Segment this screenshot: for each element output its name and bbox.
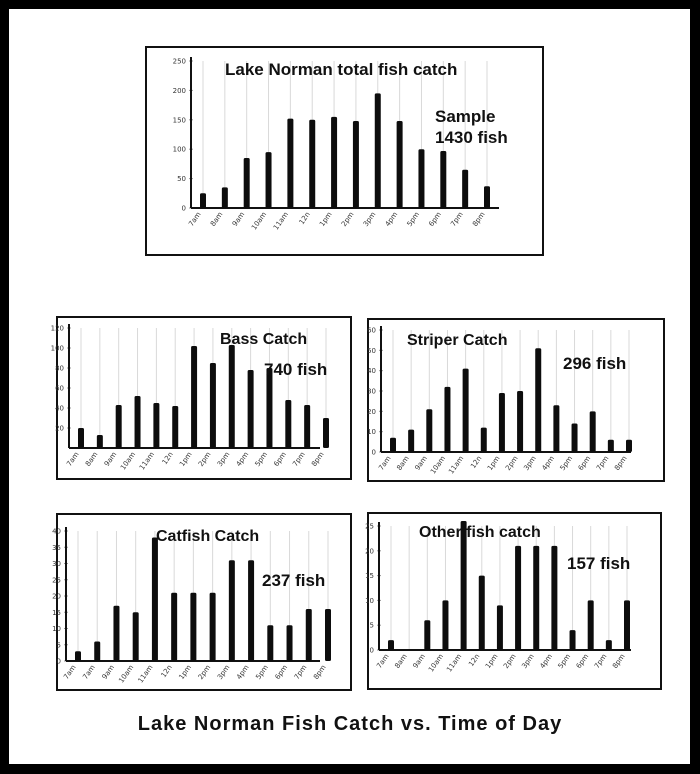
striper-xtick-label: 11am — [447, 454, 466, 476]
catfish-xtick-label: 2pm — [196, 663, 213, 682]
catfish-bar-1 — [94, 642, 100, 662]
catfish-bar-8 — [229, 560, 235, 661]
other-bar-9 — [551, 546, 557, 650]
total-xtick-label: 10am — [250, 210, 269, 232]
other-bar-12 — [606, 640, 612, 650]
catfish-xtick-label: 11am — [136, 663, 155, 685]
catfish-xtick-label: 7am — [81, 663, 97, 681]
other-xtick-label: 6pm — [574, 652, 591, 671]
other-bar-10 — [570, 630, 576, 650]
bass-bar-8 — [229, 345, 235, 448]
catfish-bar-11 — [287, 625, 293, 661]
total-xtick-label: 11am — [271, 210, 291, 232]
catfish-ytick-label: 40 — [52, 527, 61, 536]
bass-xtick-label: 9am — [102, 450, 119, 468]
bass-bar-13 — [323, 418, 329, 448]
striper-xtick-label: 3pm — [522, 454, 538, 473]
striper-bar-8 — [535, 348, 541, 452]
catfish-bar-12 — [306, 609, 312, 661]
total-bar-10 — [418, 149, 424, 208]
total-xtick-label: 1pm — [318, 210, 334, 229]
total-xtick-label: 2pm — [339, 210, 356, 229]
total-xtick-label: 5pm — [405, 210, 422, 229]
total-ytick-label: 150 — [172, 116, 186, 125]
total-xtick-label: 8pm — [471, 210, 487, 229]
bass-xtick-label: 7pm — [291, 450, 307, 469]
catfish-ytick-label: 35 — [52, 543, 61, 552]
striper-bar-10 — [572, 424, 578, 452]
bass-xtick-label: 8am — [84, 450, 100, 468]
other-xtick-label: 2pm — [502, 652, 518, 671]
striper-xtick-label: 7pm — [594, 454, 611, 473]
striper-bar-7 — [517, 391, 523, 452]
other-xtick-label: 7pm — [592, 652, 609, 671]
bass-bar-6 — [191, 346, 197, 448]
catfish-xtick-label: 10am — [117, 663, 136, 685]
striper-bar-12 — [608, 440, 614, 452]
striper-bar-5 — [481, 428, 487, 452]
total-bar-0 — [200, 193, 206, 208]
bass-bar-12 — [304, 405, 310, 448]
other-ytick-label: 15 — [365, 572, 374, 581]
striper-xtick-label: 1pm — [485, 454, 502, 473]
striper-xtick-label: 4pm — [540, 454, 557, 473]
catfish-xtick-label: 12n — [159, 663, 174, 680]
other-ytick-label: 0 — [369, 646, 374, 655]
catfish-ytick-label: 20 — [52, 592, 61, 601]
striper-xtick-label: 8pm — [613, 454, 629, 473]
striper-bar-6 — [499, 393, 505, 452]
catfish-xtick-label: 7pm — [292, 663, 309, 682]
catfish-bar-6 — [190, 593, 196, 661]
other-xtick-label: 3pm — [520, 652, 536, 671]
total-bar-2 — [244, 158, 250, 208]
bass-ytick-label: 120 — [50, 324, 64, 333]
catfish-xtick-label: 4pm — [235, 663, 251, 682]
total-ytick-label: 200 — [172, 86, 186, 95]
bass-bar-4 — [153, 403, 159, 448]
catfish-ytick-label: 30 — [52, 560, 61, 568]
catfish-xtick-label: 7am — [62, 663, 78, 681]
striper-ytick-label: 10 — [367, 428, 376, 437]
other-bar-11 — [588, 600, 594, 650]
other-bar-2 — [424, 620, 430, 650]
other-xtick-label: 8pm — [611, 652, 627, 671]
bass-bar-5 — [172, 406, 178, 448]
other-bar-0 — [388, 640, 394, 650]
catfish-ytick-label: 5 — [56, 641, 61, 650]
figure-title: Lake Norman Fish Catch vs. Time of Day — [137, 713, 563, 735]
total-ytick-label: 100 — [172, 145, 186, 154]
total-bar-7 — [353, 121, 359, 208]
bass-bar-7 — [210, 363, 216, 448]
catfish-bar-2 — [113, 606, 119, 661]
bass-xtick-label: 4pm — [234, 450, 251, 469]
bass-bar-1 — [97, 435, 103, 448]
other-fish-catch-annotation: 157 fish — [567, 554, 631, 573]
bass-xtick-label: 5pm — [253, 450, 270, 469]
other-ytick-label: 10 — [365, 596, 374, 605]
striper-ytick-label: 40 — [367, 367, 376, 376]
total-xtick-label: 7pm — [449, 210, 465, 229]
catfish-catch-annotation: 237 fish — [262, 571, 326, 590]
catfish-bar-7 — [210, 593, 216, 661]
striper-bar-3 — [444, 387, 450, 452]
striper-xtick-label: 9am — [413, 454, 429, 472]
bass-xtick-label: 2pm — [196, 450, 213, 469]
catfish-xtick-label: 3pm — [215, 663, 232, 682]
striper-catch-annotation: 296 fish — [563, 354, 627, 373]
total-catch-panel — [145, 46, 544, 256]
other-bar-8 — [533, 546, 539, 650]
striper-catch-panel — [367, 318, 665, 482]
total-catch-annotation-line2: 1430 fish — [435, 128, 508, 148]
striper-xtick-label: 8am — [395, 454, 411, 472]
catfish-bar-10 — [267, 625, 273, 661]
other-xtick-label: 11am — [445, 652, 464, 674]
other-bar-3 — [442, 600, 448, 650]
other-fish-catch-panel — [367, 512, 662, 690]
bass-xtick-label: 1pm — [178, 450, 194, 469]
other-fish-catch-title: Other fish catch — [419, 524, 541, 541]
striper-bar-9 — [553, 405, 559, 452]
striper-xtick-label: 7am — [377, 454, 393, 472]
catfish-xtick-label: 1pm — [177, 663, 194, 682]
striper-bar-0 — [390, 438, 396, 452]
total-bar-6 — [331, 117, 337, 208]
striper-xtick-label: 5pm — [558, 454, 575, 473]
catfish-bar-13 — [325, 609, 331, 661]
bass-xtick-label: 7am — [65, 450, 81, 468]
striper-bar-13 — [626, 440, 632, 452]
other-xtick-label: 4pm — [538, 652, 555, 671]
catfish-catch-panel — [52, 513, 352, 691]
total-xtick-label: 12n — [297, 210, 312, 227]
striper-bar-4 — [463, 369, 469, 452]
catfish-ytick-label: 25 — [52, 576, 61, 585]
striper-ytick-label: 30 — [367, 387, 376, 396]
other-ytick-label: 25 — [365, 522, 374, 531]
total-ytick-label: 0 — [181, 204, 186, 213]
total-bar-9 — [397, 121, 403, 208]
striper-xtick-label: 10am — [429, 454, 448, 476]
catfish-catch-title: Catfish Catch — [156, 528, 260, 545]
other-xtick-label: 8am — [393, 652, 409, 670]
bass-bar-11 — [285, 400, 291, 448]
bass-ytick-label: 20 — [55, 424, 64, 433]
bass-bar-0 — [78, 428, 84, 448]
total-bar-5 — [309, 120, 315, 208]
bass-bar-3 — [135, 396, 141, 448]
other-xtick-label: 7am — [375, 652, 391, 670]
catfish-bar-3 — [133, 612, 139, 661]
total-bar-4 — [287, 119, 293, 208]
other-xtick-label: 1pm — [483, 652, 500, 671]
bass-bar-9 — [248, 370, 254, 448]
striper-bar-11 — [590, 411, 596, 452]
bass-catch-panel — [50, 316, 352, 480]
total-ytick-label: 50 — [177, 175, 186, 184]
striper-bar-1 — [408, 430, 414, 452]
total-bar-12 — [462, 170, 468, 208]
total-bar-13 — [484, 186, 490, 208]
total-bar-8 — [375, 93, 381, 208]
bass-ytick-label: 40 — [55, 404, 64, 413]
total-xtick-label: 7am — [187, 210, 203, 228]
total-xtick-label: 4pm — [383, 210, 400, 229]
bass-xtick-label: 10am — [119, 450, 138, 472]
striper-xtick-label: 6pm — [576, 454, 593, 473]
total-xtick-label: 9am — [230, 210, 247, 228]
total-catch-title: Lake Norman total fish catch — [225, 60, 458, 79]
other-bar-5 — [479, 576, 485, 650]
catfish-xtick-label: 8pm — [312, 663, 328, 682]
striper-ytick-label: 0 — [371, 448, 376, 457]
other-xtick-label: 9am — [411, 652, 427, 670]
other-bar-6 — [497, 605, 503, 650]
catfish-bar-5 — [171, 593, 177, 661]
total-xtick-label: 6pm — [427, 210, 443, 229]
other-xtick-label: 5pm — [556, 652, 573, 671]
bass-xtick-label: 3pm — [215, 450, 232, 469]
other-bar-13 — [624, 600, 630, 650]
other-bar-7 — [515, 546, 521, 650]
bass-ytick-label: 60 — [55, 384, 64, 393]
bass-catch-title: Bass Catch — [220, 331, 308, 348]
striper-ytick-label: 60 — [367, 326, 376, 335]
catfish-ytick-label: 10 — [52, 625, 61, 633]
other-xtick-label: 10am — [427, 652, 446, 674]
bass-ytick-label: 80 — [55, 364, 64, 373]
striper-xtick-label: 2pm — [504, 454, 520, 473]
striper-bar-2 — [426, 409, 432, 452]
catfish-bar-0 — [75, 651, 81, 661]
other-ytick-label: 20 — [365, 547, 374, 556]
catfish-xtick-label: 9am — [100, 663, 117, 681]
total-xtick-label: 3pm — [361, 210, 378, 229]
total-bar-11 — [440, 151, 446, 208]
bass-catch-chart — [50, 318, 354, 482]
catfish-xtick-label: 5pm — [254, 663, 270, 682]
bass-bar-2 — [116, 405, 122, 448]
bass-xtick-label: 11am — [137, 450, 157, 472]
total-bar-3 — [266, 152, 272, 208]
catfish-bar-4 — [152, 538, 158, 662]
total-catch-annotation — [435, 106, 508, 149]
total-bar-1 — [222, 187, 228, 208]
other-xtick-label: 12n — [467, 652, 482, 669]
bass-xtick-label: 12n — [160, 450, 175, 467]
other-ytick-label: 5 — [369, 621, 374, 630]
striper-catch-title: Striper Catch — [407, 332, 508, 349]
catfish-xtick-label: 6pm — [273, 663, 290, 682]
total-xtick-label: 8am — [209, 210, 225, 228]
bass-ytick-label: 100 — [50, 344, 64, 353]
total-ytick-label: 250 — [172, 57, 186, 66]
striper-ytick-label: 20 — [367, 407, 376, 416]
bass-catch-annotation: 740 fish — [264, 360, 328, 379]
total-catch-annotation-line1: Sample — [435, 107, 496, 126]
catfish-bar-9 — [248, 560, 254, 661]
bass-xtick-label: 6pm — [272, 450, 288, 469]
catfish-ytick-label: 0 — [56, 657, 61, 666]
bass-xtick-label: 8pm — [310, 450, 326, 469]
striper-ytick-label: 50 — [367, 346, 376, 355]
striper-xtick-label: 12n — [469, 454, 484, 471]
catfish-ytick-label: 15 — [52, 608, 61, 617]
